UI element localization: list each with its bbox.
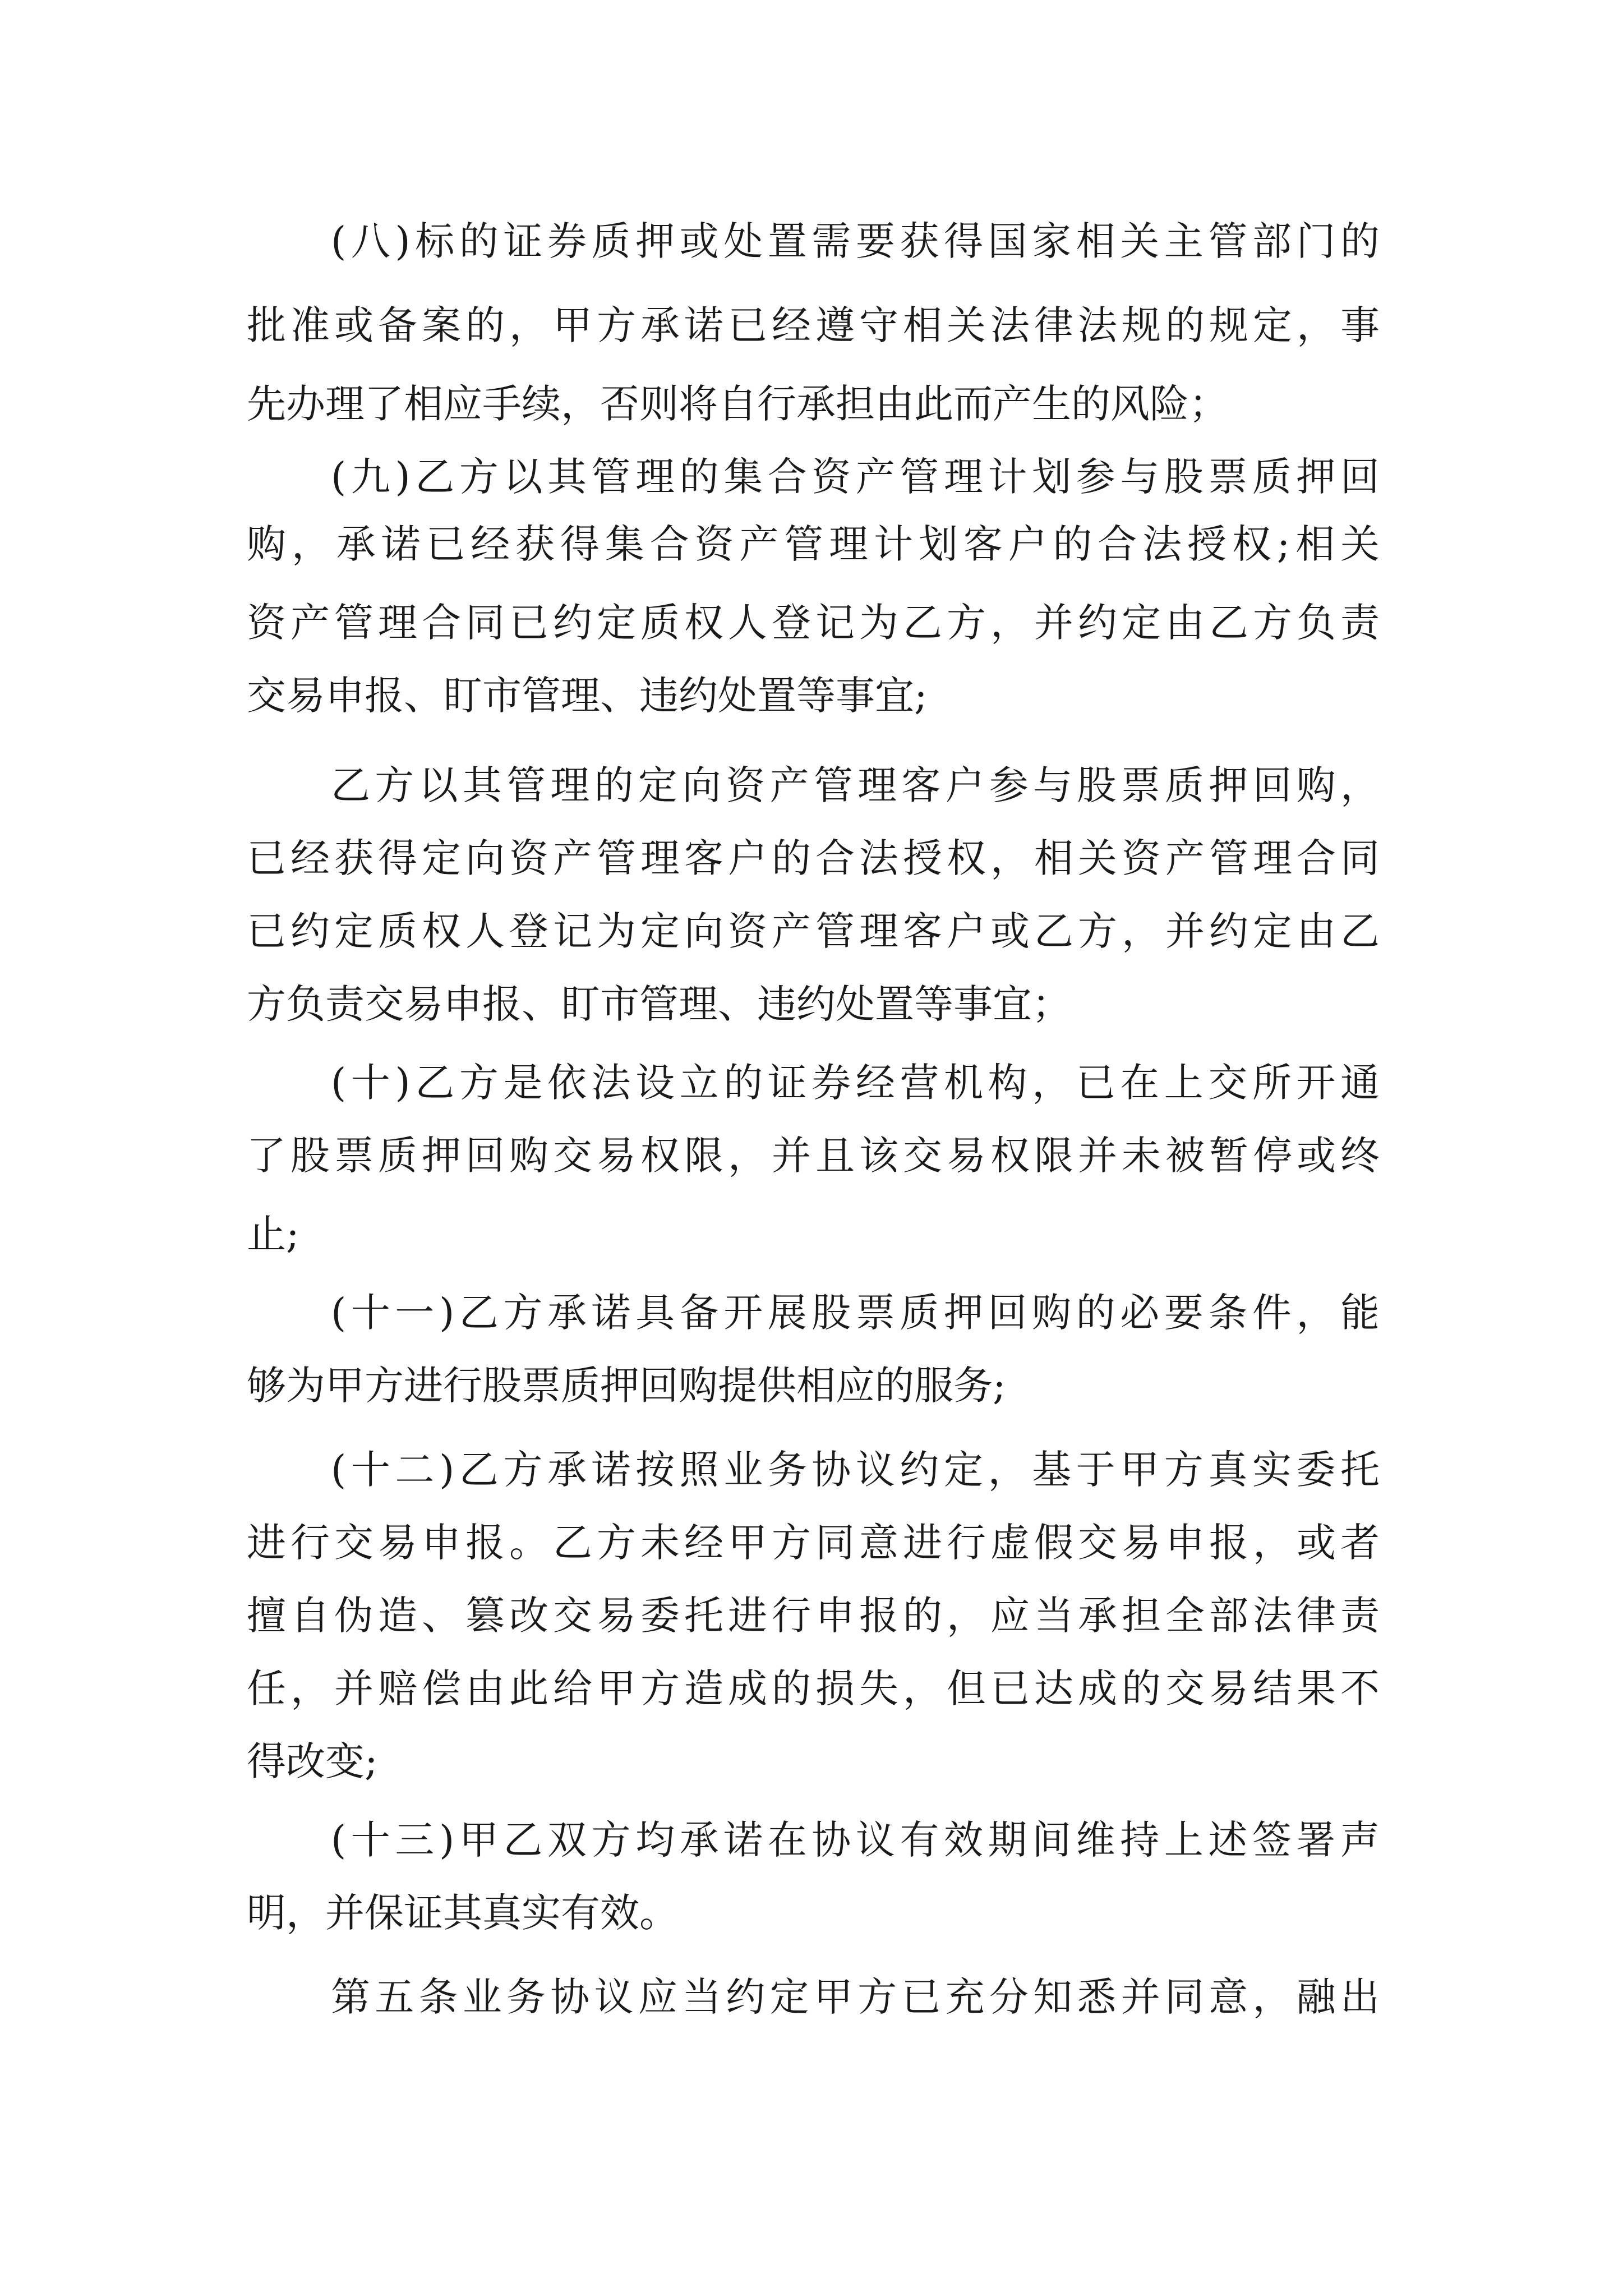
paragraph-12-line-3: 擅自伪造、篡改交易委托进行申报的，应当承担全部法律责 (247, 1593, 1380, 1639)
article-5-line-1: 第五条业务协议应当约定甲方已充分知悉并同意，融出 (331, 1974, 1380, 2020)
paragraph-9-line-2: 购，承诺已经获得集合资产管理计划客户的合法授权;相关 (247, 521, 1380, 567)
paragraph-12-line-1: (十二)乙方承诺按照业务协议约定，基于甲方真实委托 (331, 1447, 1380, 1493)
paragraph-9-line-4: 交易申报、盯市管理、违约处置等事宜; (247, 673, 928, 719)
paragraph-9-line-3: 资产管理合同已约定质权人登记为乙方，并约定由乙方负责 (247, 600, 1380, 646)
paragraph-8-line-2: 批准或备案的，甲方承诺已经遵守相关法律法规的规定，事 (247, 302, 1380, 348)
paragraph-9-line-1: (九)乙方以其管理的集合资产管理计划参与股票质押回 (331, 454, 1380, 500)
paragraph-11-line-1: (十一)乙方承诺具备开展股票质押回购的必要条件，能 (331, 1290, 1380, 1336)
paragraph-10-line-2: 了股票质押回购交易权限，并且该交易权限并未被暂停或终 (247, 1133, 1380, 1179)
paragraph-10-line-3: 止; (247, 1211, 299, 1257)
paragraph-9b-line-3: 已约定质权人登记为定向资产管理客户或乙方，并约定由乙 (247, 908, 1380, 954)
paragraph-11-line-2: 够为甲方进行股票质押回购提供相应的服务; (247, 1363, 1006, 1409)
paragraph-12-line-4: 任，并赔偿由此给甲方造成的损失，但已达成的交易结果不 (247, 1665, 1380, 1711)
paragraph-12-line-2: 进行交易申报。乙方未经甲方同意进行虚假交易申报，或者 (247, 1520, 1380, 1566)
paragraph-9b-line-1: 乙方以其管理的定向资产管理客户参与股票质押回购， (331, 762, 1380, 808)
paragraph-13-line-1: (十三)甲乙双方均承诺在协议有效期间维持上述签署声 (331, 1817, 1380, 1863)
paragraph-8-line-3: 先办理了相应手续，否则将自行承担由此而产生的风险； (247, 381, 1228, 427)
paragraph-13-line-2: 明，并保证其真实有效。 (247, 1890, 679, 1936)
paragraph-8-line-1: (八)标的证券质押或处置需要获得国家相关主管部门的 (331, 218, 1380, 264)
paragraph-10-line-1: (十)乙方是依法设立的证券经营机构，已在上交所开通 (331, 1060, 1380, 1106)
paragraph-12-line-5: 得改变; (247, 1738, 378, 1784)
paragraph-9b-line-2: 已经获得定向资产管理客户的合法授权，相关资产管理合同 (247, 835, 1380, 881)
paragraph-9b-line-4: 方负责交易申报、盯市管理、违约处置等事宜； (247, 981, 1071, 1027)
